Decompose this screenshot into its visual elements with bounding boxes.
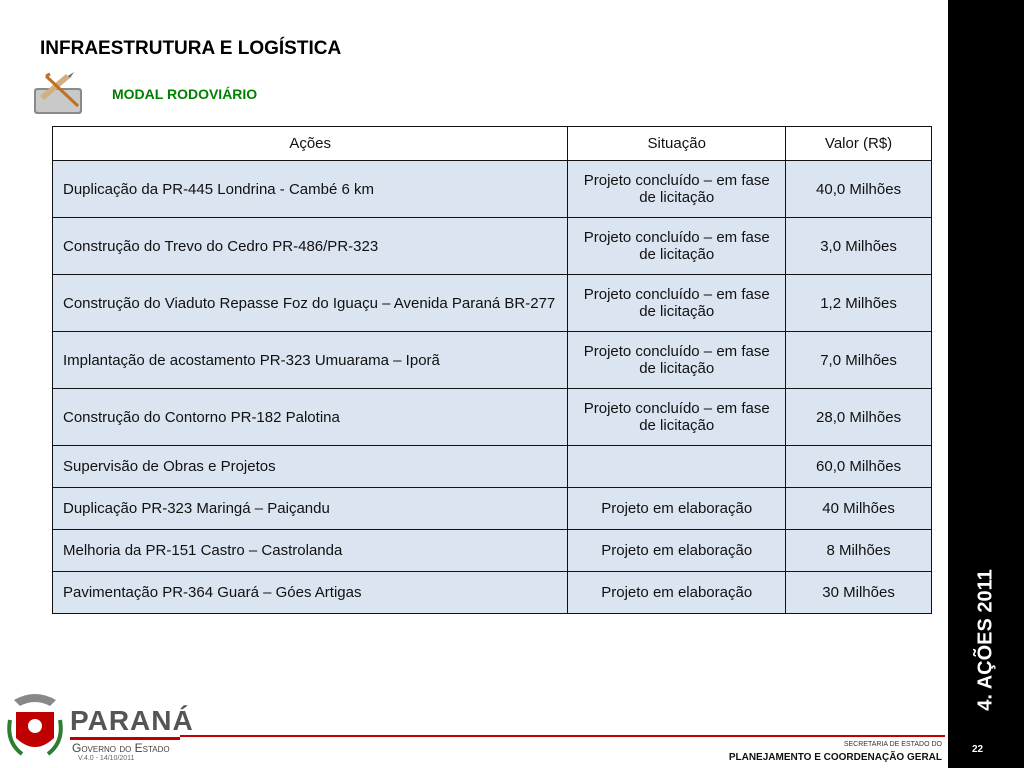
- page-subtitle: MODAL RODOVIÁRIO: [112, 86, 258, 102]
- coat-of-arms-icon: [6, 690, 64, 762]
- table-header-row: [53, 127, 932, 161]
- valor-cell: 3,0 Milhões: [786, 218, 932, 275]
- footer-divider: [180, 735, 945, 737]
- brand-name: PARANÁ: [70, 705, 194, 736]
- tools-icon: [26, 66, 96, 118]
- valor-cell: 30 Milhões: [786, 572, 932, 614]
- valor-cell: 8 Milhões: [786, 530, 932, 572]
- section-label: [948, 560, 1024, 720]
- valor-cell: 60,0 Milhões: [786, 446, 932, 488]
- column-header: Ações: [53, 127, 568, 161]
- acao-cell: Melhoria da PR-151 Castro – Castrolanda: [53, 530, 568, 572]
- planejamento-label: PLANEJAMENTO E COORDENAÇÃO GERAL: [728, 752, 942, 763]
- acao-cell: Duplicação da PR-445 Londrina - Cambé 6 km: [53, 161, 568, 218]
- acao-cell: Pavimentação PR-364 Guará – Góes Artigas: [53, 572, 568, 614]
- situacao-cell: Projeto concluído – em fase de licitação: [568, 218, 786, 275]
- acao-cell: Construção do Viaduto Repasse Foz do Iguaçu – Avenida Paraná BR-277: [53, 275, 568, 332]
- acao-cell: Construção do Contorno PR-182 Palotina: [53, 389, 568, 446]
- actions-table: [52, 126, 932, 614]
- situacao-cell: Projeto em elaboração: [568, 488, 786, 530]
- valor-cell: 28,0 Milhões: [786, 389, 932, 446]
- table-row: [53, 530, 932, 572]
- situacao-cell: [568, 446, 786, 488]
- acao-cell: Implantação de acostamento PR-323 Umuarama – Iporã: [53, 332, 568, 389]
- page-number: 22: [972, 744, 984, 755]
- table-row: [53, 488, 932, 530]
- secretaria-label: SECRETARIA DE ESTADO DO: [843, 741, 942, 748]
- situacao-cell: Projeto concluído – em fase de licitação: [568, 389, 786, 446]
- table-row: [53, 389, 932, 446]
- table-row: [53, 572, 932, 614]
- situacao-cell: Projeto em elaboração: [568, 572, 786, 614]
- situacao-cell: Projeto concluído – em fase de licitação: [568, 275, 786, 332]
- column-header: Valor (R$): [786, 127, 932, 161]
- valor-cell: 1,2 Milhões: [786, 275, 932, 332]
- table-row: [53, 332, 932, 389]
- acao-cell: Duplicação PR-323 Maringá – Paiçandu: [53, 488, 568, 530]
- valor-cell: 40 Milhões: [786, 488, 932, 530]
- table-row: [53, 218, 932, 275]
- table-row: [53, 275, 932, 332]
- brand-underline: [70, 737, 180, 740]
- table-row: [53, 446, 932, 488]
- table-row: [53, 161, 932, 218]
- situacao-cell: Projeto em elaboração: [568, 530, 786, 572]
- situacao-cell: Projeto concluído – em fase de licitação: [568, 332, 786, 389]
- version-label: V.4.0 - 14/10/2011: [78, 755, 135, 762]
- government-label: Governo do Estado: [72, 741, 170, 755]
- page-title: INFRAESTRUTURA E LOGÍSTICA: [40, 38, 342, 59]
- column-header: Situação: [568, 127, 786, 161]
- acao-cell: Supervisão de Obras e Projetos: [53, 446, 568, 488]
- valor-cell: 7,0 Milhões: [786, 332, 932, 389]
- situacao-cell: Projeto concluído – em fase de licitação: [568, 161, 786, 218]
- acao-cell: Construção do Trevo do Cedro PR-486/PR-323: [53, 218, 568, 275]
- valor-cell: 40,0 Milhões: [786, 161, 932, 218]
- section-label-text: 4. AÇÕES 2011: [974, 569, 997, 711]
